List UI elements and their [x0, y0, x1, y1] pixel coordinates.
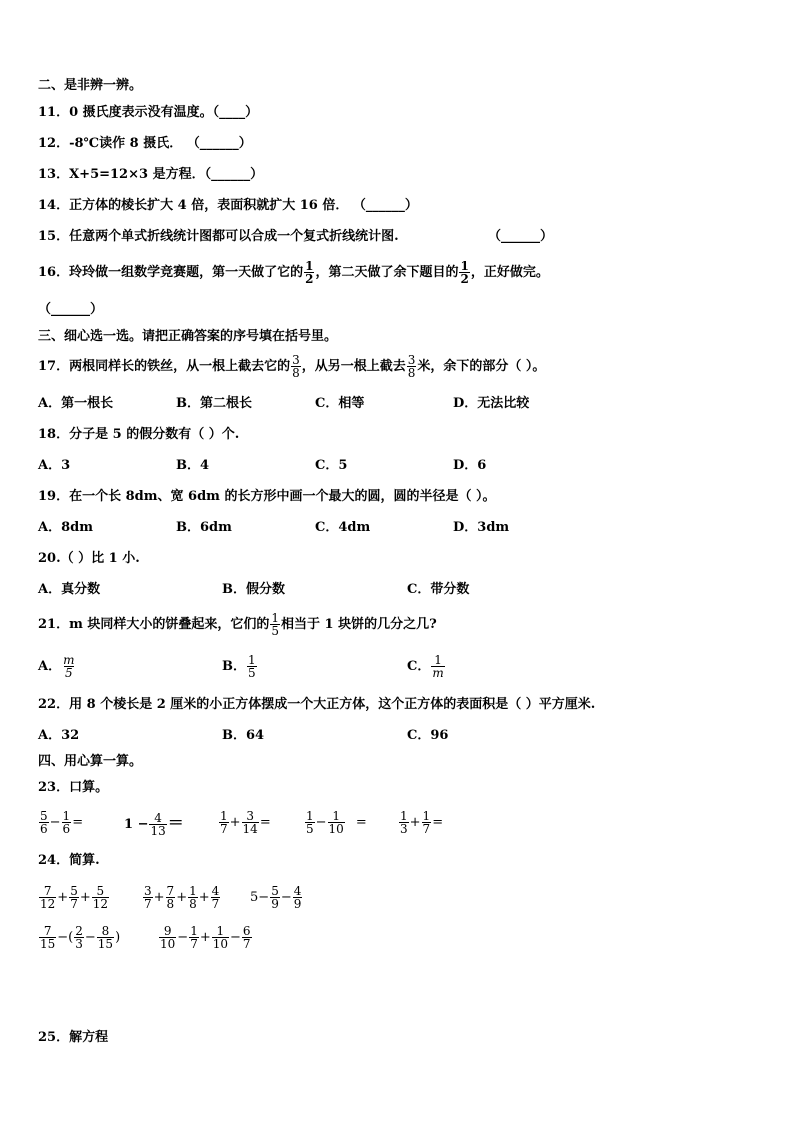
q19-option-b[interactable]: B．6dm: [176, 520, 232, 535]
fraction-one-fifth: $\frac{1}{5}$: [271, 611, 280, 638]
q18-option-a[interactable]: A．3: [38, 458, 71, 473]
fraction: $\frac{5}{12}$: [92, 884, 109, 911]
fraction: $\frac{1}{6}$: [62, 809, 71, 836]
fraction: $\frac{1}{10}$: [328, 809, 344, 836]
fraction: $\frac{5}{9}$: [271, 884, 279, 911]
question-16-answer-blank[interactable]: （______）: [38, 302, 104, 317]
fraction: $\frac{8}{15}$: [97, 924, 114, 951]
fraction: $\frac{1}{10}$: [212, 924, 229, 951]
simple-calc-1: $\frac{7}{12}$ + $\frac{5}{7}$ + $\frac{5}{12}$: [40, 884, 109, 911]
fraction: $\frac{4}{9}$: [293, 884, 302, 911]
fraction-one-half: $\frac{1}{2}$: [460, 259, 469, 286]
question-16: [38, 258, 549, 288]
q21-option-a[interactable]: A． $\frac{m}{5}$: [38, 653, 75, 680]
q17-option-d[interactable]: D．无法比较: [453, 396, 530, 411]
question-17-text-1: 17．两根同样长的铁丝，从一根上截去它的: [38, 359, 291, 374]
fraction-one-half: $\frac{1}{2}$: [305, 259, 314, 286]
fraction-three-eighths: $\frac{3}{8}$: [292, 353, 300, 380]
fraction: $\frac{9}{10}$: [160, 924, 176, 951]
q17-option-c[interactable]: C．相等: [315, 396, 365, 411]
fraction: $\frac{7}{15}$: [40, 924, 56, 951]
question-12: 12．-8℃读作 8 摄氏． （______）: [38, 136, 252, 151]
simple-calc-5: $\frac{9}{10}$ − $\frac{1}{7}$ + $\frac{1}{10}$ − $\frac{6}{7}$: [160, 924, 251, 951]
fraction: $\frac{1}{7}$: [220, 809, 228, 836]
fraction: $\frac{3}{14}$: [242, 809, 258, 836]
simple-calc-3: 5− $\frac{5}{9}$ − $\frac{4}{9}$: [250, 884, 302, 911]
question-16-text-1: 16．玲玲做一组数学竞赛题，第一天做了它的: [38, 265, 304, 280]
question-19: 19．在一个长 8dm、宽 6dm 的长方形中画一个最大的圆，圆的半径是（ ）。: [38, 489, 496, 504]
question-18: 18．分子是 5 的假分数有（ ）个.: [38, 427, 240, 442]
question-22: 22．用 8 个棱长是 2 厘米的小正方体摆成一个大正方体，这个正方体的表面积是（ ）平方厘米.: [38, 697, 596, 712]
simple-calc-2: $\frac{3}{7}$ + $\frac{7}{8}$ + $\frac{1}{8}$ + $\frac{4}{7}$: [144, 884, 220, 911]
fraction: $\frac{1}{7}$: [422, 809, 431, 836]
q17-option-b[interactable]: B．第二根长: [176, 396, 252, 411]
fraction: $\frac{5}{7}$: [70, 884, 78, 911]
question-20: 20.（ ）比 1 小.: [38, 551, 140, 566]
fraction: $\frac{4}{7}$: [211, 884, 220, 911]
fraction: $\frac{1}{8}$: [189, 884, 197, 911]
q18-option-c[interactable]: C．5: [315, 458, 348, 473]
fraction: $\frac{4}{13}$: [150, 811, 166, 838]
q17-option-a[interactable]: A．第一根长: [38, 396, 114, 411]
question-21-text-2: 相当于 1 块饼的几分之几?: [281, 617, 437, 632]
question-25: 25．解方程: [38, 1030, 109, 1045]
q19-option-d[interactable]: D．3dm: [453, 520, 510, 535]
fraction: $\frac{1}{3}$: [400, 809, 408, 836]
section-3-heading: 三、细心选一选。请把正确答案的序号填在括号里。: [38, 329, 338, 344]
question-16-text-3: ，正好做完。: [470, 265, 549, 280]
fraction: $\frac{7}{8}$: [166, 884, 175, 911]
oral-calc-1: $\frac{5}{6}$ − $\frac{1}{6}$ =: [40, 809, 84, 836]
question-23: 23．口算。: [38, 780, 109, 795]
fraction: $\frac{1}{5}$: [306, 809, 314, 836]
question-21-text-1: 21．m 块同样大小的饼叠起来，它们的: [38, 617, 270, 632]
question-17-text-2: ，从另一根上截去: [301, 359, 406, 374]
question-15: 15．任意两个单式折线统计图都可以合成一个复式折线统计图.: [38, 229, 399, 244]
oral-calc-5: $\frac{1}{3}$ + $\frac{1}{7}$ =: [400, 809, 444, 836]
fraction-1-over-m: $\frac{1}{m}$: [432, 653, 444, 680]
fraction: $\frac{6}{7}$: [242, 924, 251, 951]
q18-option-b[interactable]: B．4: [176, 458, 210, 473]
question-17-text-3: 米，余下的部分（ ）。: [417, 359, 546, 374]
question-14: 14．正方体的棱长扩大 4 倍，表面积就扩大 16 倍． （______）: [38, 198, 418, 213]
question-15-answer-blank[interactable]: （______）: [488, 229, 554, 244]
oral-calc-2: 1 − $\frac{4}{13}$ ＝: [124, 811, 184, 838]
fraction-1-over-5: $\frac{1}{5}$: [248, 653, 256, 680]
question-21: [38, 610, 437, 640]
question-11: 11．0 摄氏度表示没有温度。（____）: [38, 105, 259, 120]
fraction-three-eighths: $\frac{3}{8}$: [407, 353, 416, 380]
section-4-heading: 四、用心算一算。: [38, 754, 143, 769]
fraction: $\frac{5}{6}$: [40, 809, 48, 836]
fraction: $\frac{3}{7}$: [144, 884, 152, 911]
question-16-text-2: ，第二天做了余下题目的: [315, 265, 459, 280]
fraction: $\frac{2}{3}$: [75, 924, 83, 951]
q22-option-b[interactable]: B．64: [222, 728, 265, 743]
section-2-heading: 二、是非辨一辨。: [38, 78, 143, 93]
q20-option-c[interactable]: C．带分数: [407, 582, 470, 597]
q22-option-c[interactable]: C．96: [407, 728, 449, 743]
q19-option-a[interactable]: A．8dm: [38, 520, 93, 535]
simple-calc-4: $\frac{7}{15}$ −( $\frac{2}{3}$ − $\frac{8}{15}$ ): [40, 924, 121, 951]
question-24: 24．简算.: [38, 853, 100, 868]
oral-calc-4: $\frac{1}{5}$ − $\frac{1}{10}$ =: [306, 809, 367, 836]
q21-option-c[interactable]: C． $\frac{1}{m}$: [407, 653, 444, 680]
q22-option-a[interactable]: A．32: [38, 728, 80, 743]
fraction: $\frac{7}{12}$: [40, 884, 56, 911]
q20-option-a[interactable]: A．真分数: [38, 582, 101, 597]
q20-option-b[interactable]: B．假分数: [222, 582, 285, 597]
question-13: 13．X+5=12×3 是方程．（______）: [38, 167, 264, 182]
q19-option-c[interactable]: C．4dm: [315, 520, 371, 535]
question-17: [38, 352, 545, 382]
fraction: $\frac{1}{7}$: [190, 924, 198, 951]
q18-option-d[interactable]: D．6: [453, 458, 487, 473]
oral-calc-3: $\frac{1}{7}$ + $\frac{3}{14}$ =: [220, 809, 271, 836]
q21-option-b[interactable]: B． $\frac{1}{5}$: [222, 653, 256, 680]
fraction-m-over-5: $\frac{m}{5}$: [63, 653, 75, 680]
